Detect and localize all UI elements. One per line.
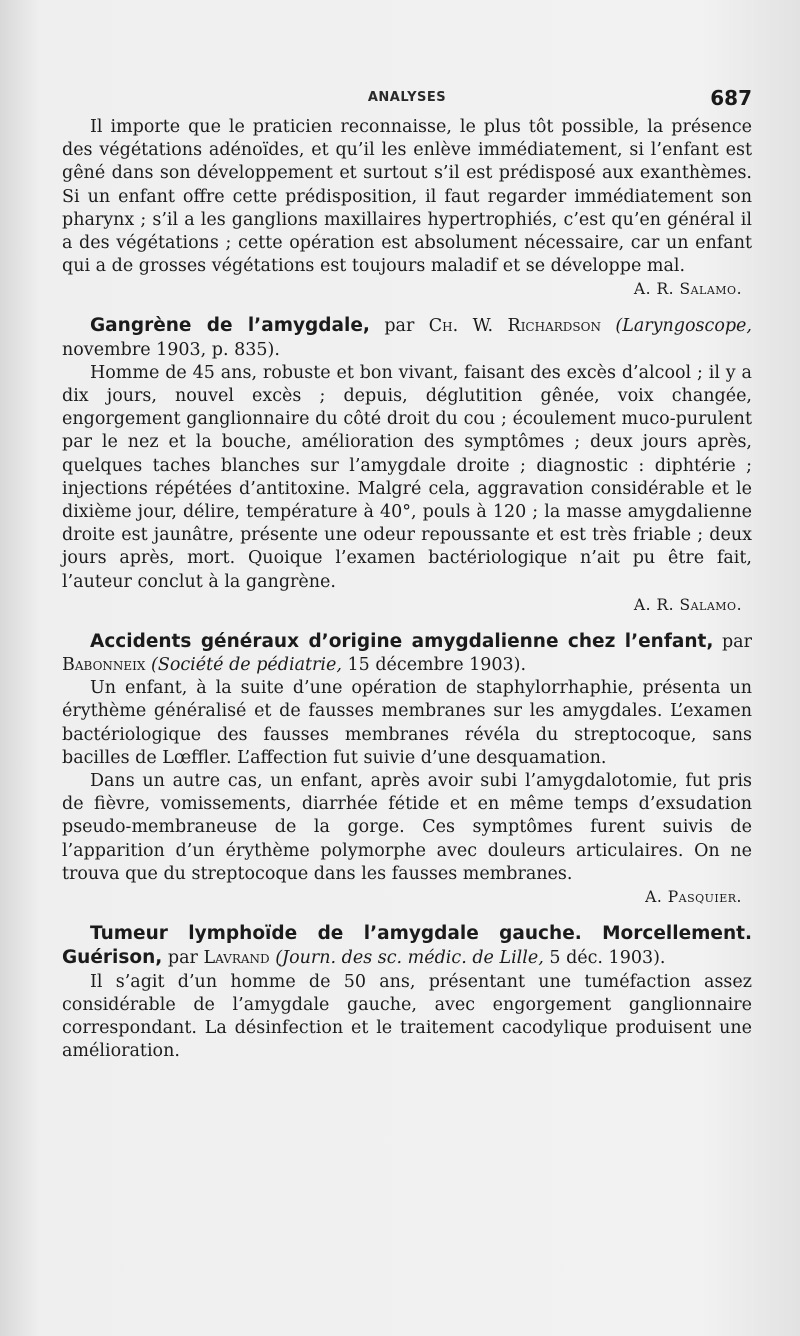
article-signature: A. R. Salamo. [633,280,742,299]
page-number: 687 [710,86,752,110]
running-head-title: ANALYSES [367,90,447,105]
article-signature: A. Pasquier. [645,888,742,907]
article-body-paragraph: Il s’agit d’un homme de 50 ans, présentant une tuméfaction assez considérable de l’amygdale gauche, avec engorgement ganglionnaire correspondant. La désinfection et le traitement cacodylique produisent une amélioration. [62,971,752,1062]
article-source: (Journ. des sc. médic. de Lille, [275,948,544,969]
article-author: Lavrand [203,948,270,969]
article-title: Accidents généraux d’origine amygdalienne chez l’enfant, [90,630,714,652]
article-date: 5 déc. 1903). [549,948,666,969]
article-date: novembre 1903, p. 835). [62,339,280,360]
article-date: 15 décembre 1903). [347,655,527,676]
article-heading [62,922,752,970]
article-heading [62,630,752,677]
article-author: Ch. W. Richardson [428,316,601,337]
article-by: par [721,631,752,652]
article-body-paragraph: Un enfant, à la suite d’une opération de staphylorrhaphie, présenta un érythème généralisé et de fausses membranes sur les amygdales. L’examen bactériologique des fausses membranes révéla du streptocoque, sans bacilles de Lœffler. L’affection fut suivie d’une desquamation. [62,678,752,768]
article-continuation-text: Il importe que le praticien reconnaisse, le plus tôt possible, la présence des végétations adénoïdes, et qu’il les enlève immédiatement, si l’enfant est gêné dans son développement et surtout s’il est prédisposé aux exanthèmes. Si un enfant offre cette prédisposition, il faut regarder immédiatement son pharynx ; s’il a les ganglions maxillaires hypertrophiés, c’est qu’en général il a des végétations ; cette opération est absolument nécessaire, car un enfant qui a de grosses végétations est toujours maladif et se développe mal. [62,117,752,277]
article-heading [62,314,752,361]
article-title: Tumeur lymphoïde de l’amygdale gauche. Morcellement. Guérison, [62,923,752,969]
article-source: (Société de pédiatrie, [151,655,342,676]
article-body-paragraph: Homme de 45 ans, robuste et bon vivant, faisant des excès d’alcool ; il y a dix jours, nouvel excès ; depuis, déglutition gênée, voix changée, engorgement ganglionnaire du côté droit du cou ; écoulement muco-purulent par le nez et la bouche, amélioration des symptômes ; deux jours après, quelques taches blanches sur l’amygdale droite ; diagnostic : diphtérie ; injections répétées d’antitoxine. Malgré cela, aggravation considérable et le dixième jour, délire, température à 40°, pouls à 120 ; la masse amygdalienne droite est jaunâtre, présente une odeur repoussante et est très friable ; deux jours après, mort. Quoique l’examen bactériologique n’ait pu être fait, l’auteur conclut à la gangrène. [62,362,752,592]
article-body-paragraph: Dans un autre cas, un enfant, après avoir subi l’amygdalotomie, fut pris de fièvre, vomissements, diarrhée fétide et en même temps d’exsudation pseudo-membraneuse de la gorge. Ces symptômes furent suivis de l’apparition d’un érythème polymorphe avec douleurs articulaires. On ne trouva que du streptocoque dans les fausses membranes. [62,771,752,884]
article-by: par [167,948,198,969]
article-source: (Laryngoscope, [615,316,752,337]
running-head [62,86,752,116]
article-title: Gangrène de l’amygdale, [90,315,370,337]
article-signature: A. R. Salamo. [633,595,742,614]
article-by: par [384,316,415,337]
article-author: Babonneix [62,655,146,676]
